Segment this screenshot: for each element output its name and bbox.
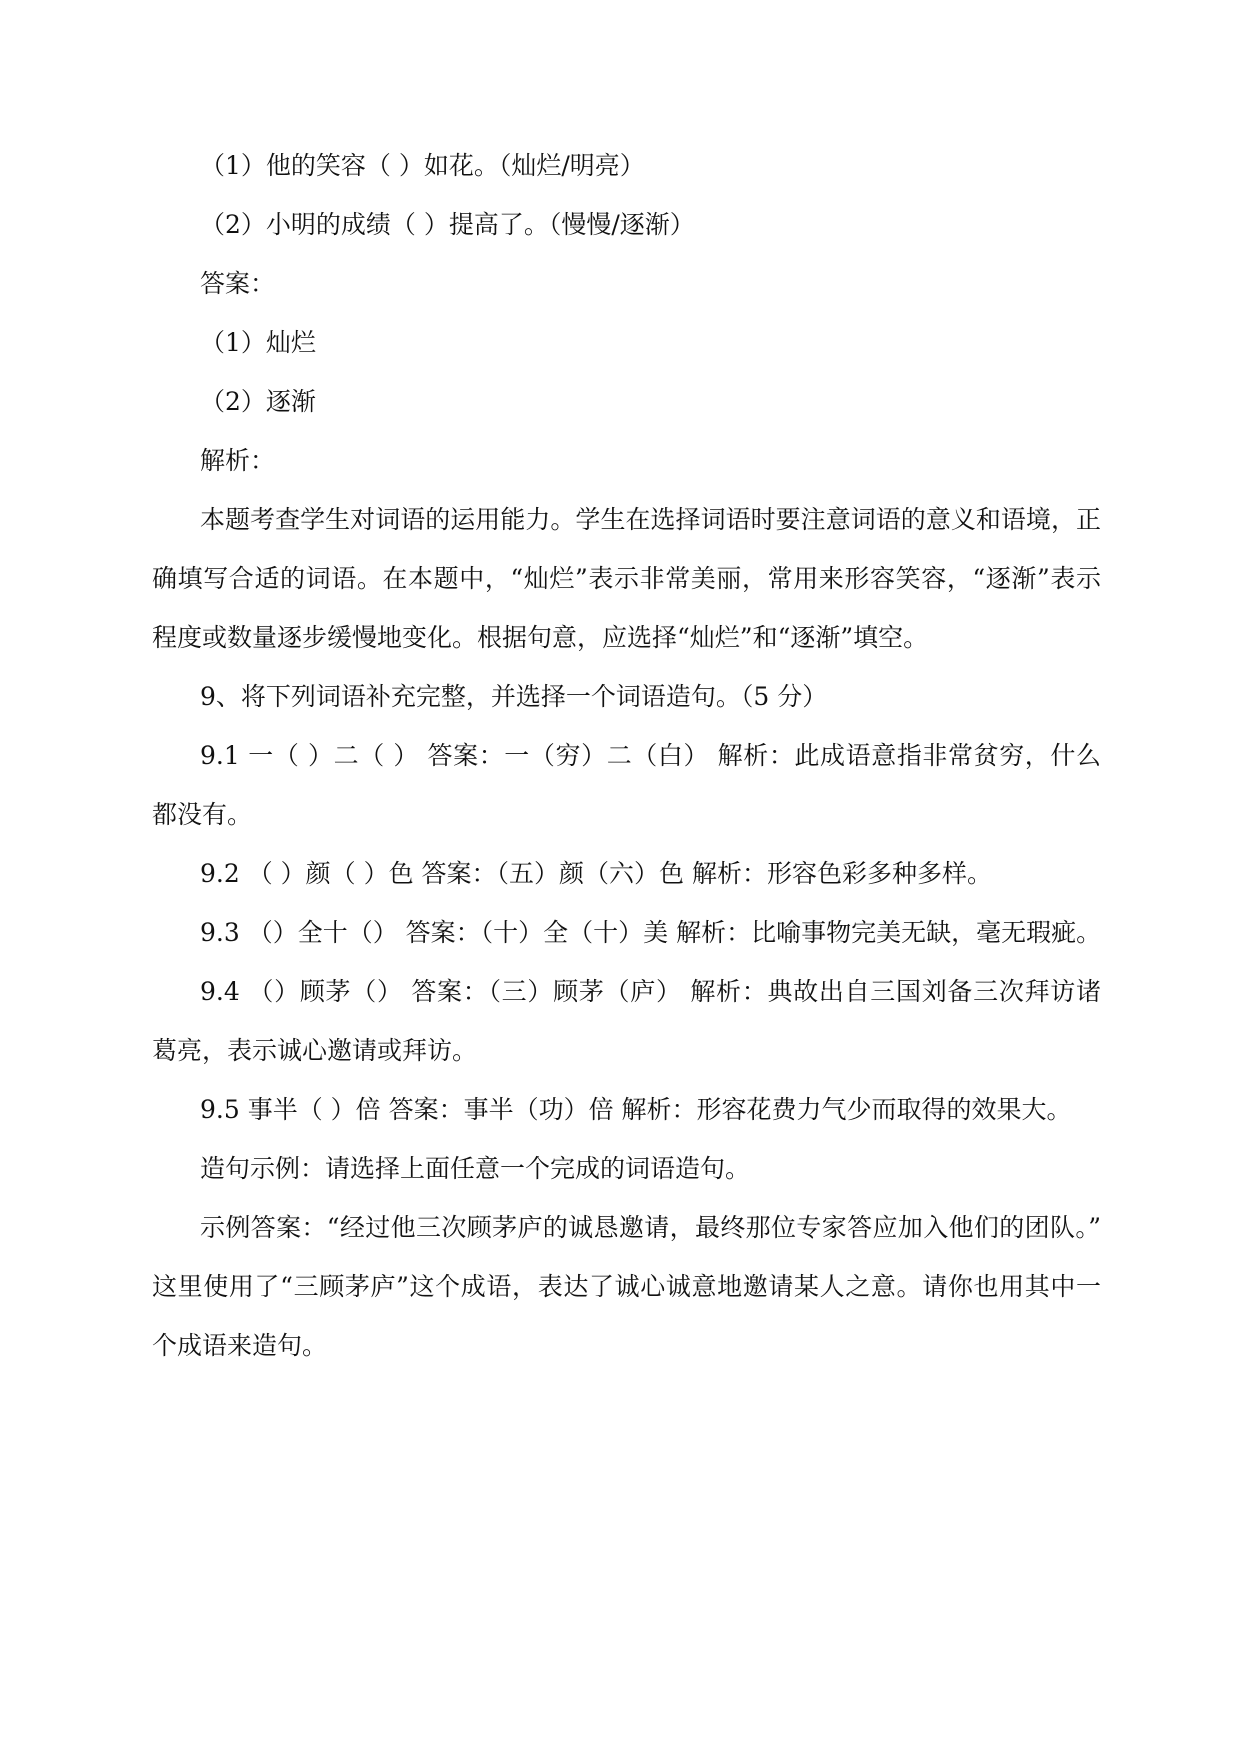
item-9-2: 9.2 （ ）颜（ ）色 答案：（五）颜（六）色 解析：形容色彩多种多样。 (200, 859, 992, 888)
item-9-1-continued: 都没有。 (152, 800, 253, 829)
item-9-4-continued: 葛亮，表示诚心邀请或拜访。 (152, 1036, 478, 1065)
example-answer-line: 个成语来造句。 (152, 1331, 328, 1360)
answer-line-2: （2）逐渐 (200, 387, 316, 416)
item-9-5: 9.5 事半（ ）倍 答案：事半（功）倍 解析：形容花费力气少而取得的效果大。 (200, 1095, 1072, 1124)
example-answer-line: 这里使用了“三顾茅庐”这个成语，表达了诚心诚意地邀请某人之意。请你也用其中一 (152, 1272, 1101, 1301)
item-9-4: 9.4 （）顾茅（） 答案：（三）顾茅（庐） 解析：典故出自三国刘备三次拜访诸 (200, 977, 1101, 1006)
analysis-heading: 解析： (200, 446, 276, 475)
example-answer-line: 示例答案：“经过他三次顾茅庐的诚恳邀请，最终那位专家答应加入他们的团队。” (200, 1213, 1101, 1242)
analysis-paragraph-line: 程度或数量逐步缓慢地变化。根据句意，应选择“灿烂”和“逐渐”填空。 (152, 623, 929, 652)
item-9-3: 9.3 （）全十（） 答案：（十）全（十）美 解析：比喻事物完美无缺，毫无瑕疵。 (200, 918, 1102, 947)
question-9-heading: 9、将下列词语补充完整，并选择一个词语造句。（5 分） (200, 682, 828, 711)
answer-line-1: （1）灿烂 (200, 328, 316, 357)
question-line-1: （1）他的笑容（ ）如花。（灿烂/明亮） (200, 151, 645, 180)
sentence-example-prompt: 造句示例：请选择上面任意一个完成的词语造句。 (200, 1154, 751, 1183)
item-9-1: 9.1 一（ ）二（ ） 答案：一（穷）二（白） 解析：此成语意指非常贫穷，什么 (200, 741, 1101, 770)
question-line-2: （2）小明的成绩（ ）提高了。（慢慢/逐渐） (200, 210, 695, 239)
analysis-paragraph-line: 确填写合适的词语。在本题中，“灿烂”表示非常美丽，常用来形容笑容，“逐渐”表示 (152, 564, 1101, 593)
analysis-paragraph-line: 本题考查学生对词语的运用能力。学生在选择词语时要注意词语的意义和语境，正 (200, 505, 1101, 534)
answer-heading: 答案： (200, 269, 276, 298)
